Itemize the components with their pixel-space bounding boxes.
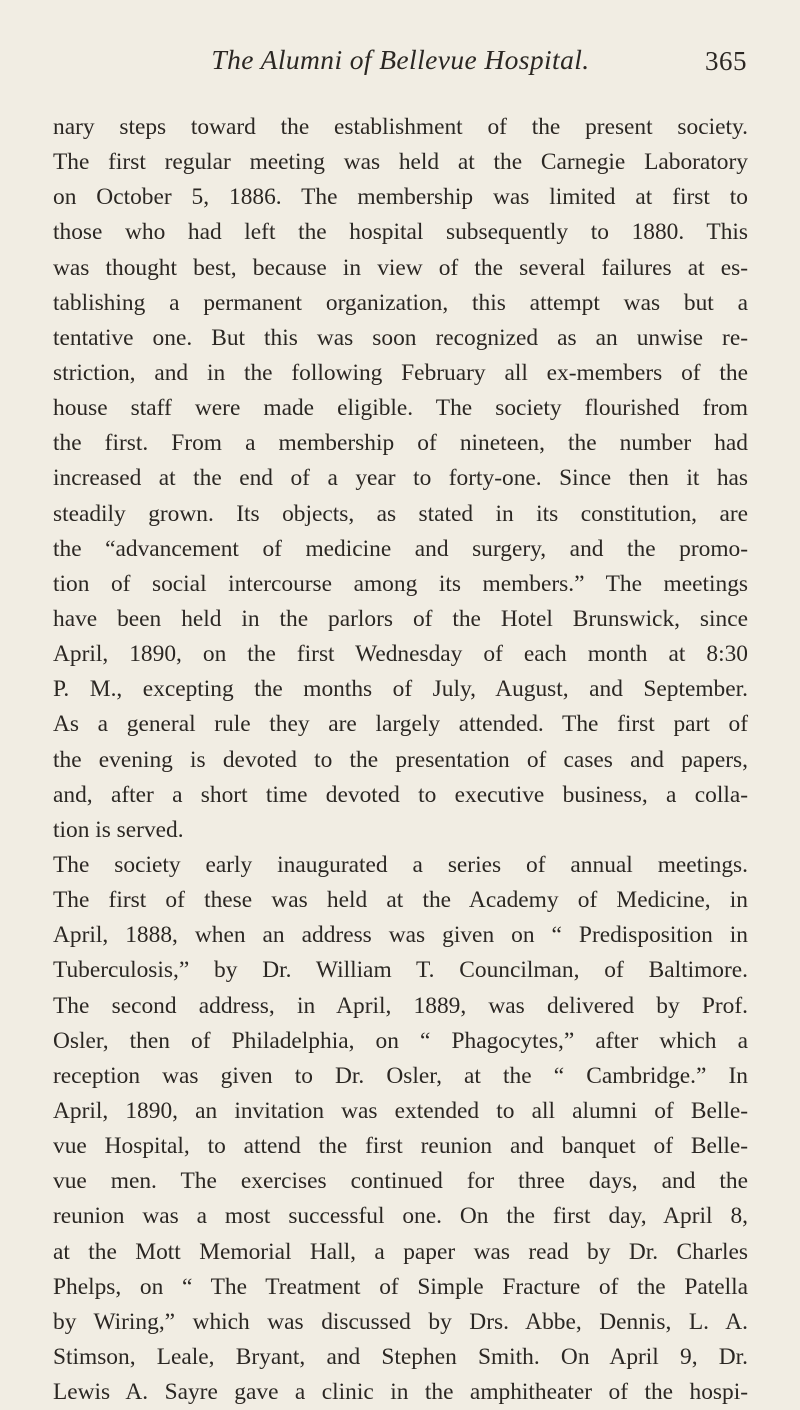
text-line: reunion was a most successful one. On the first day, April 8,: [53, 1203, 748, 1230]
text-line: and, after a short time devoted to executive business, a colla-: [53, 781, 748, 808]
text-line: Lewis A. Sayre gave a clinic in the amphitheater of the hospi-: [53, 1379, 748, 1406]
text-line: April, 1888, when an address was given on “ Predisposition in: [53, 922, 748, 949]
text-line: The first of these was held at the Academy of Medicine, in: [53, 887, 748, 914]
text-line: P. M., excepting the months of July, August, and September.: [53, 676, 748, 703]
paragraph-2: [53, 848, 748, 1410]
page-header: [53, 40, 748, 90]
text-line: The first regular meeting was held at the Carnegie Laboratory: [53, 149, 748, 176]
text-line: Tuberculosis,” by Dr. William T. Councilman, of Baltimore.: [53, 957, 748, 984]
text-line: increased at the end of a year to forty-one. Since then it has: [53, 465, 748, 492]
text-line: at the Mott Memorial Hall, a paper was read by Dr. Charles: [53, 1238, 748, 1265]
text-line: vue Hospital, to attend the first reunion and banquet of Belle-: [53, 1133, 748, 1160]
text-line: steadily grown. Its objects, as stated in its constitution, are: [53, 500, 748, 527]
text-line-last: tion is served.: [53, 816, 184, 843]
text-line: The second address, in April, 1889, was delivered by Prof.: [53, 992, 748, 1019]
text-line: house staff were made eligible. The society flourished from: [53, 395, 748, 422]
page-number: 365: [705, 46, 747, 76]
text-line: striction, and in the following February all ex-members of the: [53, 359, 748, 386]
text-line: nary steps toward the establishment of the present society.: [53, 114, 748, 140]
running-title: The Alumni of Bellevue Hospital.: [211, 44, 590, 75]
text-line: tablishing a permanent organization, this attempt was but a: [53, 289, 748, 316]
text-line-first: The society early inaugurated a series of annual meetings.: [53, 851, 748, 878]
text-line: vue men. The exercises continued for three days, and the: [53, 1168, 748, 1195]
text-line: tion of social intercourse among its members.” The meetings: [53, 570, 748, 597]
text-line: Phelps, on “ The Treatment of Simple Fracture of the Patella: [53, 1273, 748, 1300]
text-line: Stimson, Leale, Bryant, and Stephen Smith. On April 9, Dr.: [53, 1343, 748, 1370]
text-line: have been held in the parlors of the Hotel Brunswick, since: [53, 605, 748, 632]
text-line: the “advancement of medicine and surgery, and the promo-: [53, 535, 748, 562]
text-line: As a general rule they are largely attended. The first part of: [53, 711, 748, 738]
text-line: reception was given to Dr. Osler, at the “ Cambridge.” In: [53, 1062, 748, 1089]
text-line: the first. From a membership of nineteen, the number had: [53, 430, 748, 457]
text-line: the evening is devoted to the presentation of cases and papers,: [53, 746, 748, 773]
text-line: those who had left the hospital subsequently to 1880. This: [53, 219, 748, 246]
body-text: [53, 110, 748, 1410]
text-line: was thought best, because in view of the several failures at es-: [53, 254, 748, 281]
text-line: by Wiring,” which was discussed by Drs. Abbe, Dennis, L. A.: [53, 1308, 748, 1335]
text-line: April, 1890, an invitation was extended to all alumni of Belle-: [53, 1097, 748, 1124]
text-line: tentative one. But this was soon recognized as an unwise re-: [53, 324, 748, 351]
paragraph-1: [53, 110, 748, 848]
text-line: Osler, then of Philadelphia, on “ Phagocytes,” after which a: [53, 1027, 748, 1054]
text-line: on October 5, 1886. The membership was limited at first to: [53, 184, 748, 211]
text-line: April, 1890, on the first Wednesday of each month at 8:30: [53, 641, 748, 668]
